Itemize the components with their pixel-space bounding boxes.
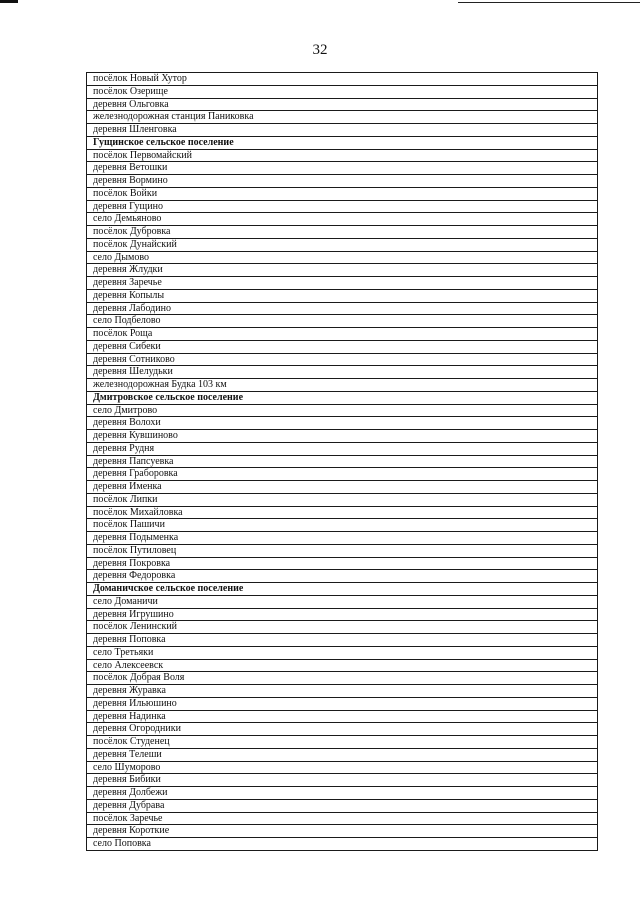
table-row: посёлок Войки [87,188,597,201]
table-row: деревня Заречье [87,277,597,290]
table-row: посёлок Ленинский [87,621,597,634]
table-row: деревня Копылы [87,290,597,303]
section-heading-row: Гущинское сельское поселение [87,137,597,150]
table-row: деревня Сибеки [87,341,597,354]
scan-corner-mark [0,0,18,3]
settlement-table [86,72,598,851]
table-row: село Алексеевск [87,660,597,673]
table-row: посёлок Студенец [87,736,597,749]
table-row: деревня Шленговка [87,124,597,137]
table-row: деревня Телеши [87,749,597,762]
table-row: деревня Долбежи [87,787,597,800]
table-row: село Дымово [87,252,597,265]
table-row: посёлок Дунайский [87,239,597,252]
table-row: село Шуморово [87,762,597,775]
table-row: деревня Покровка [87,558,597,571]
table-row: село Демьяново [87,213,597,226]
table-row: деревня Сотниково [87,354,597,367]
table-row: деревня Ольговка [87,99,597,112]
table-row: посёлок Заречье [87,813,597,826]
table-row: деревня Бибики [87,774,597,787]
table-row: деревня Игрушино [87,609,597,622]
table-row: посёлок Добрая Воля [87,672,597,685]
table-row: железнодорожная станция Паниковка [87,111,597,124]
table-row: деревня Ильюшино [87,698,597,711]
table-row: посёлок Путиловец [87,545,597,558]
table-row: село Подбелово [87,315,597,328]
table-row: деревня Гущино [87,201,597,214]
table-row: деревня Журавка [87,685,597,698]
table-row: деревня Поповка [87,634,597,647]
table-row: деревня Вормино [87,175,597,188]
table-row: деревня Ветошки [87,162,597,175]
table-row: деревня Граборовка [87,468,597,481]
table-row: деревня Лабодино [87,303,597,316]
table-row: деревня Огородники [87,723,597,736]
section-heading-row: Дмитровское сельское поселение [87,392,597,405]
table-row: железнодорожная Будка 103 км [87,379,597,392]
table-row: деревня Кувшиново [87,430,597,443]
table-row: деревня Шелудьки [87,366,597,379]
table-row: село Третьяки [87,647,597,660]
table-row: посёлок Новый Хутор [87,73,597,86]
table-row: деревня Рудня [87,443,597,456]
table-row: деревня Жлудки [87,264,597,277]
table-row: деревня Федоровка [87,570,597,583]
table-row: посёлок Михайловка [87,507,597,520]
table-row: посёлок Озерище [87,86,597,99]
table-row: деревня Папсуевка [87,456,597,469]
table-row: посёлок Роща [87,328,597,341]
table-row: деревня Подыменка [87,532,597,545]
table-row: деревня Надинка [87,711,597,724]
table-row: посёлок Липки [87,494,597,507]
table-row: деревня Волохи [87,417,597,430]
table-row: деревня Дубрава [87,800,597,813]
header-rule [458,2,640,3]
table-row: село Доманичи [87,596,597,609]
table-row: деревня Именка [87,481,597,494]
table-row: посёлок Пашичи [87,519,597,532]
table-row: посёлок Первомайский [87,150,597,163]
section-heading-row: Доманичское сельское поселение [87,583,597,596]
table-row: село Дмитрово [87,405,597,418]
table-row: деревня Короткие [87,825,597,838]
table-row: село Поповка [87,838,597,851]
page-number: 32 [312,42,328,58]
table-row: посёлок Дубровка [87,226,597,239]
